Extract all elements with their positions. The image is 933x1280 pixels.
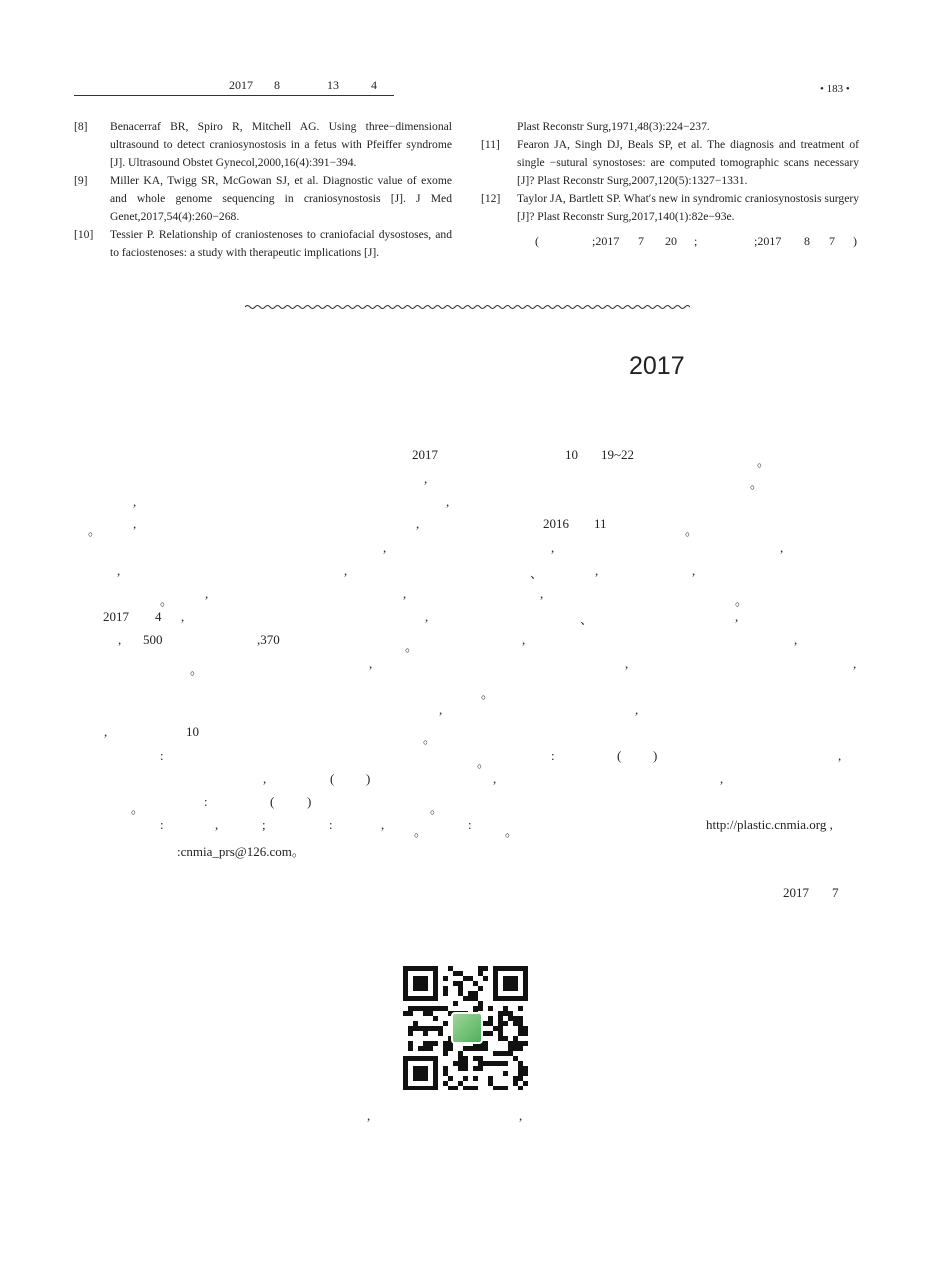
wavy-divider [245, 300, 690, 314]
notice-fragment: , [794, 632, 798, 647]
notice-fragment: 。 [430, 801, 444, 816]
notice-fragment: , [403, 586, 407, 601]
revised-year: ;2017 [754, 234, 782, 248]
reference-number: [12] [481, 192, 501, 205]
reference-number: [9] [74, 174, 88, 187]
notice-fragment: , [720, 771, 724, 786]
reference-number: [11] [481, 138, 500, 151]
notice-fragment: 2016 [543, 516, 569, 531]
journal-issue: 4 [371, 78, 377, 92]
notice-fragment: , [181, 609, 185, 624]
notice-fragment: , [551, 540, 555, 555]
dates-separator: ; [694, 234, 698, 248]
reference-text: Benacerraf BR, Spiro R, Mitchell AG. Using three−dimensional ultrasound to detect craniosynostosis in a fetus with Pfeiffer syndrome [J]. Ultrasound Obstet Gynecol,2000,16(4):391−394. [110, 120, 452, 169]
qr-caption-comma: , [519, 1108, 523, 1123]
notice-fragment: , [118, 632, 122, 647]
qr-caption-comma: , [367, 1108, 371, 1123]
notice-fragment: 。 [735, 593, 749, 608]
reference-text: Taylor JA, Bartlett SP. What′s new in syndromic craniosynostosis surgery [J]? Plast Reconstr Surg,2017,140(1):82e−93e. [517, 192, 859, 223]
notice-fragment: , [424, 471, 428, 486]
notice-fragment: , [540, 586, 544, 601]
journal-year: 2017 [229, 78, 253, 92]
notice-fragment: ) [653, 748, 658, 763]
reference-continuation: Plast Reconstr Surg,1971,48(3):224−237. [517, 120, 710, 133]
notice-fragment: , [595, 563, 599, 578]
dates-open-paren: ( [535, 234, 539, 248]
notice-fragment: : [160, 817, 164, 832]
notice-title-year: 2017 [629, 352, 685, 380]
references-left-column [74, 118, 452, 262]
notice-fragment: 。 [88, 523, 102, 538]
notice-fragment: ) [366, 771, 371, 786]
notice-fragment: , [493, 771, 497, 786]
notice-fragment: , [381, 817, 385, 832]
notice-fragment: , [263, 771, 267, 786]
notice-fragment: 。 [757, 454, 771, 469]
notice-fragment: , [838, 748, 842, 763]
qr-code-image [403, 966, 529, 1090]
notice-fragment: 。 [750, 476, 764, 491]
notice-fragment: , [117, 563, 121, 578]
notice-fragment: , [383, 540, 387, 555]
notice-fragment: 。 [405, 639, 419, 654]
notice-fragment: 、 [580, 612, 594, 627]
notice-fragment: 、 [530, 566, 544, 581]
contact-email: :cnmia_prs@126.com。 [177, 844, 305, 859]
reference-item [74, 172, 452, 226]
notice-fragment: ,370 [257, 632, 280, 647]
notice-fragment: 。 [477, 755, 491, 770]
notice-fragment: : [329, 817, 333, 832]
reference-text: Fearon JA, Singh DJ, Beals SP, et al. The diagnosis and treatment of single −sutural synostoses: are computed tomographic scans necessary [J]? Plast Reconstr Surg,2007,120(5):1327−1331. [517, 138, 859, 187]
notice-fragment: 2017 [103, 609, 129, 624]
notice-fragment: , [625, 656, 629, 671]
header-rule [74, 95, 394, 96]
reference-item [481, 190, 859, 226]
notice-fragment: , [104, 724, 108, 739]
notice-fragment: 10 [186, 724, 199, 739]
page-number: • 183 • [820, 83, 850, 95]
notice-fragment: 。 [423, 731, 437, 746]
journal-month: 8 [274, 78, 280, 92]
notice-fragment: 2017 [412, 447, 438, 462]
revised-month: 8 [804, 234, 810, 248]
notice-fragment: 500 [143, 632, 163, 647]
reference-item [481, 136, 859, 190]
notice-fragment: , [133, 494, 137, 509]
notice-fragment: ( [330, 771, 335, 786]
notice-fragment: , [446, 494, 450, 509]
reference-text: Miller KA, Twigg SR, McGowan SJ, et al. Diagnostic value of exome and whole genome sequencing in craniosynostosis [J]. J Med Genet,2017,54(4):260−268. [110, 174, 452, 223]
notice-fragment: , [205, 586, 209, 601]
notice-fragment: 19~22 [601, 447, 635, 462]
dates-close-paren: ) [853, 234, 857, 248]
reference-item [74, 226, 452, 262]
notice-fragment: : [551, 748, 555, 763]
notice-fragment: : [468, 817, 472, 832]
received-month: 7 [638, 234, 644, 248]
notice-fragment: , [439, 702, 443, 717]
notice-fragment: ( [270, 794, 275, 809]
notice-fragment: , [416, 516, 420, 531]
notice-fragment: 。 [131, 801, 145, 816]
notice-fragment: , [133, 516, 137, 531]
notice-fragment: ) [307, 794, 312, 809]
notice-fragment: , [735, 609, 739, 624]
notice-fragment: : [160, 748, 164, 763]
notice-fragment: ( [617, 748, 622, 763]
reference-number: [8] [74, 120, 88, 133]
notice-fragment: 10 [565, 447, 578, 462]
notice-fragment: , [522, 632, 526, 647]
notice-fragment: 。 [505, 824, 519, 839]
notice-fragment: , [344, 563, 348, 578]
notice-fragment: , [215, 817, 219, 832]
notice-fragment: 。 [685, 523, 699, 538]
notice-fragment: : [204, 794, 208, 809]
notice-fragment: 。 [414, 824, 428, 839]
reference-item [74, 118, 452, 172]
notice-fragment: , [425, 609, 429, 624]
received-day: 20 [665, 234, 677, 248]
notice-fragment: , [692, 563, 696, 578]
notice-date-year: 2017 [783, 885, 809, 900]
website-url: http://plastic.cnmia.org , [706, 817, 833, 832]
revised-day: 7 [829, 234, 835, 248]
notice-fragment: 。 [481, 686, 495, 701]
notice-fragment: 4 [155, 609, 162, 624]
notice-fragment: 。 [160, 593, 174, 608]
notice-fragment: , [853, 656, 857, 671]
notice-date-month: 7 [832, 885, 839, 900]
notice-fragment: , [780, 540, 784, 555]
references-right-column [481, 118, 859, 226]
journal-volume: 13 [327, 78, 339, 92]
notice-fragment: 。 [190, 662, 204, 677]
received-year: ;2017 [592, 234, 620, 248]
reference-number: [10] [74, 228, 94, 241]
notice-fragment: , [635, 702, 639, 717]
reference-text: Tessier P. Relationship of craniostenoses to craniofacial dysostoses, and to faciostenoses: a study with therapeutic implications [J]. [110, 228, 452, 259]
notice-fragment: ; [262, 817, 266, 832]
notice-fragment: 11 [594, 516, 607, 531]
notice-fragment: , [369, 656, 373, 671]
